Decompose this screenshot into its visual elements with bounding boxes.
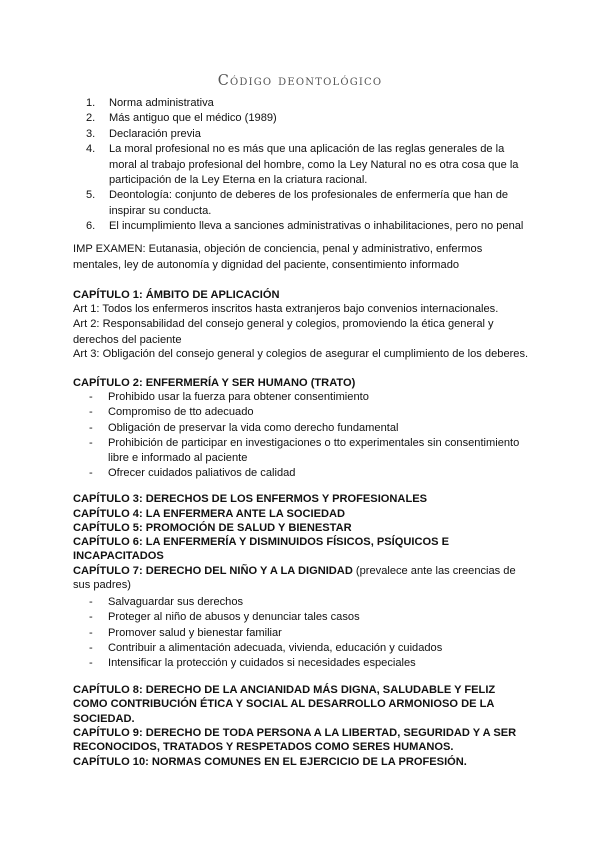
list-item-text: Más antiguo que el médico (1989) <box>109 112 277 125</box>
cap10-heading: CAPÍTULO 10: NORMAS COMUNES EN EL EJERCICIO DE LA PROFESIÓN. <box>73 756 467 768</box>
cap1-heading: CAPÍTULO 1: ÁMBITO DE APLICACIÓN <box>73 289 280 301</box>
list-item-text: El incumplimiento lleva a sanciones administrativas o inhabilitaciones, pero no penal <box>109 220 524 233</box>
cap4-heading: CAPÍTULO 4: LA ENFERMERA ANTE LA SOCIEDAD <box>73 508 346 520</box>
list-item <box>89 390 529 405</box>
cap7-list <box>89 595 529 671</box>
list-item-text: Prohibición de participar en investigaciones o tto experimentales sin consentimiento libre e informado al paciente <box>108 436 520 465</box>
dash-marker: - <box>89 421 93 434</box>
list-item-text: Deontología: conjunto de deberes de los profesionales de enfermería que han de inspirar su conducta. <box>109 189 509 217</box>
list-item-text: Declaración previa <box>109 127 201 140</box>
cap5-heading: CAPÍTULO 5: PROMOCIÓN DE SALUD Y BIENESTAR <box>73 522 352 534</box>
list-number: 4. <box>86 143 96 156</box>
list-item-text: Salvaguardar sus derechos <box>108 596 244 608</box>
list-item-text: Promover salud y bienestar familiar <box>108 626 282 639</box>
cap3-heading: CAPÍTULO 3: DERECHOS DE LOS ENFERMOS Y PROFESIONALES <box>73 493 428 505</box>
dash-marker: - <box>89 641 93 654</box>
cap1-art3: Art 3: Obligación del consejo general y colegios de asegurar el cumplimiento de los deberes. <box>73 348 529 360</box>
list-number: 1. <box>86 97 96 109</box>
list-item <box>89 436 529 467</box>
cap1-art1: Art 1: Todos los enfermeros inscritos hasta extranjeros bajo convenios internacionales. <box>73 303 499 315</box>
list-item-text: Proteger al niño de abusos y denunciar tales casos <box>108 611 360 624</box>
dash-marker: - <box>89 391 93 403</box>
list-item-text: Obligación de preservar la vida como derecho fundamental <box>108 421 399 434</box>
list-item <box>89 656 529 671</box>
cap8-heading: CAPÍTULO 8: DERECHO DE LA ANCIANIDAD MÁS DIGNA, SALUDABLE Y FELIZ COMO CONTRIBUCIÓN ÉTICA Y SOCIAL AL DESARROLLO ARMONIOSO DE LA SOCIEDAD. <box>73 684 496 725</box>
list-item-text: Norma administrativa <box>109 97 214 109</box>
cap1-art2: Art 2: Responsabilidad del consejo general y colegios, promoviendo la ética general y derechos del paciente <box>73 318 494 346</box>
list-item <box>86 96 526 111</box>
dash-marker: - <box>89 611 93 624</box>
dash-marker: - <box>89 657 93 670</box>
dash-marker: - <box>89 596 93 608</box>
list-item-text: Contribuir a alimentación adecuada, vivienda, educación y cuidados <box>108 641 443 654</box>
list-item-text: La moral profesional no es más que una aplicación de las reglas generales de la moral al trabajo profesional del hombre, como la Ley Natural no es otra cosa que la participación de la Ley Eterna en la criatura racional. <box>109 143 519 187</box>
numbered-list <box>86 96 526 235</box>
dash-marker: - <box>89 406 93 419</box>
cap7-heading-text: CAPÍTULO 7: DERECHO DEL NIÑO Y A LA DIGNIDAD <box>73 565 353 577</box>
list-number: 2. <box>86 112 96 125</box>
list-item <box>86 219 526 234</box>
list-item <box>86 111 526 126</box>
list-item <box>86 127 526 142</box>
list-number: 3. <box>86 127 96 140</box>
list-item <box>89 405 529 420</box>
list-item-text: Prohibido usar la fuerza para obtener consentimiento <box>108 391 369 403</box>
dash-marker: - <box>89 436 93 449</box>
cap2-heading: CAPÍTULO 2: ENFERMERÍA Y SER HUMANO (TRATO) <box>73 377 356 389</box>
list-number: 6. <box>86 220 96 233</box>
page-title: Código deontológico <box>217 73 383 89</box>
list-item <box>89 466 529 481</box>
list-item <box>89 610 529 625</box>
list-item-text: Compromiso de tto adecuado <box>108 406 254 419</box>
list-item-text: Intensificar la protección y cuidados si necesidades especiales <box>108 657 416 670</box>
cap6-heading: CAPÍTULO 6: LA ENFERMERÍA Y DISMINUIDOS FÍSICOS, PSÍQUICOS E INCAPACITADOS <box>73 536 449 563</box>
dash-marker: - <box>89 626 93 639</box>
cap7-heading-note: (prevalece ante las creencias de sus padres) <box>73 565 516 592</box>
list-item <box>89 641 529 656</box>
list-item <box>89 595 529 610</box>
cap9-heading: CAPÍTULO 9: DERECHO DE TODA PERSONA A LA LIBERTAD, SEGURIDAD Y A SER RECONOCIDOS, TRATADOS Y RESPETADOS COMO SERES HUMANOS. <box>73 727 517 754</box>
list-number: 5. <box>86 189 96 202</box>
cap7-heading <box>73 564 533 593</box>
list-item <box>89 421 529 436</box>
cap2-list <box>89 390 529 482</box>
list-item <box>86 142 526 188</box>
dash-marker: - <box>89 467 93 480</box>
imp-examen-note: IMP EXAMEN: Eutanasia, objeción de conciencia, penal y administrativo, enfermos mentales, ley de autonomía y dignidad del paciente, consentimiento informado <box>73 243 483 271</box>
list-item <box>86 188 526 219</box>
list-item <box>89 626 529 641</box>
list-item-text: Ofrecer cuidados paliativos de calidad <box>108 467 296 480</box>
